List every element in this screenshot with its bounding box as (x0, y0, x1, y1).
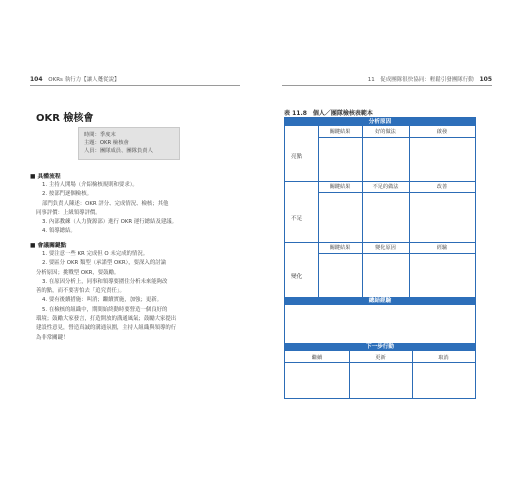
process-line: 1. 主持人開場（介紹檢核規則和要求）。 (42, 182, 138, 188)
right-page-number: 105 (479, 76, 492, 83)
analysis-band: 分析原因 (285, 118, 475, 126)
right-running-head (282, 75, 492, 86)
right-running-title: 11 促成團隊很快協同：輕鬆引發團隊行動 (367, 77, 474, 83)
review-template-table (284, 117, 476, 399)
col-header: 不足的做法 (372, 184, 399, 190)
process-list (36, 181, 230, 237)
col-header: 好的做法 (375, 129, 396, 135)
key-point-line: 2. 要區分 OKR 類型（承諾型 OKR），要深入的討論 (42, 260, 166, 267)
key-point-line: 3. 在原因分析上，同事和領導要圍住分析未來能夠改 (42, 278, 168, 285)
col-header: 啟發 (436, 129, 448, 135)
header-underline (318, 192, 475, 193)
key-point-line: 為非常關鍵！ (36, 334, 69, 341)
left-page-number: 104 (30, 76, 43, 83)
key-points-list (36, 250, 230, 343)
section-title: OKR 檢核會 (36, 113, 94, 124)
key-point-line: 善的點，而不要害怕去「追究責任」。 (36, 288, 125, 295)
next-steps-header-underline (285, 362, 475, 363)
col-header: 關鍵結果 (329, 245, 351, 251)
left-running-head (30, 75, 240, 86)
key-point-line: 分析原因；挑戰型 OKR，要鼓勵。 (36, 269, 120, 276)
row-label-shortfalls: 不足 (291, 216, 303, 222)
header-underline (318, 137, 475, 138)
next-col-continue: 繼續 (311, 355, 323, 361)
column-divider (318, 126, 319, 297)
process-line: 2. 按部門逐個檢核。 (42, 191, 92, 198)
row-label-changes: 變化 (291, 274, 303, 280)
key-points-heading: ■ 會議關鍵點 (30, 243, 67, 249)
col-header: 關鍵結果 (329, 129, 351, 135)
next-steps-band: 下一步行動 (285, 343, 475, 351)
key-point-line: 1. 要注意一些 KR 完成但 O 未完成的情況。 (42, 251, 149, 257)
next-col-update: 更新 (375, 355, 386, 361)
meeting-info-box (78, 127, 180, 160)
col-header: 經驗 (436, 245, 448, 251)
process-line: 3. 內部教練（人力資源部）進行 OKR 運行總結及建議。 (42, 219, 178, 226)
meeting-time: 時間：季度末 (84, 132, 116, 138)
right-page (282, 75, 492, 425)
process-line: 4. 領導總結。 (42, 228, 76, 235)
process-line: 同事評價：上級領導評價。 (36, 209, 101, 216)
summary-band: 總結經驗 (285, 297, 475, 305)
key-point-line: 4. 要有後續措施：叫消；繼續實施，加強；更新。 (42, 297, 163, 304)
row-divider (285, 181, 475, 182)
key-point-line: 5. 在檢核的組織中，期間始終動時要營造一個良好的 (42, 306, 168, 313)
left-page (30, 75, 240, 425)
meeting-topic: 主題：OKR 檢核會 (84, 140, 129, 147)
process-heading: ■ 具體流程 (30, 174, 61, 180)
column-divider (362, 126, 363, 297)
row-label-highlights: 亮點 (291, 154, 303, 160)
table-caption: 表 11.8 個人／團隊檢核表範本 (284, 110, 373, 117)
meeting-attendees: 人員：團隊成員、團隊負責人 (84, 148, 153, 155)
next-col-cancel: 取消 (438, 355, 449, 361)
left-running-title: OKRs 執行力【讓人躉從說】 (48, 77, 120, 83)
column-divider (409, 126, 410, 297)
row-divider (285, 242, 475, 243)
key-point-line: 建設性意見，營造真誠的溝通氛圍，主持人組織與領導的行 (36, 325, 177, 332)
col-header: 改善 (436, 184, 448, 190)
process-line: 部門負責人陳述：OKR 評分、完成情況、檢核；其他 (42, 200, 169, 207)
header-underline (318, 253, 475, 254)
col-header: 變化原因 (375, 245, 396, 251)
key-point-line: 環境；鼓勵大家發言，打造開放的溝通風氣；鼓勵大家提出 (36, 316, 177, 323)
col-header: 關鍵結果 (329, 184, 351, 190)
